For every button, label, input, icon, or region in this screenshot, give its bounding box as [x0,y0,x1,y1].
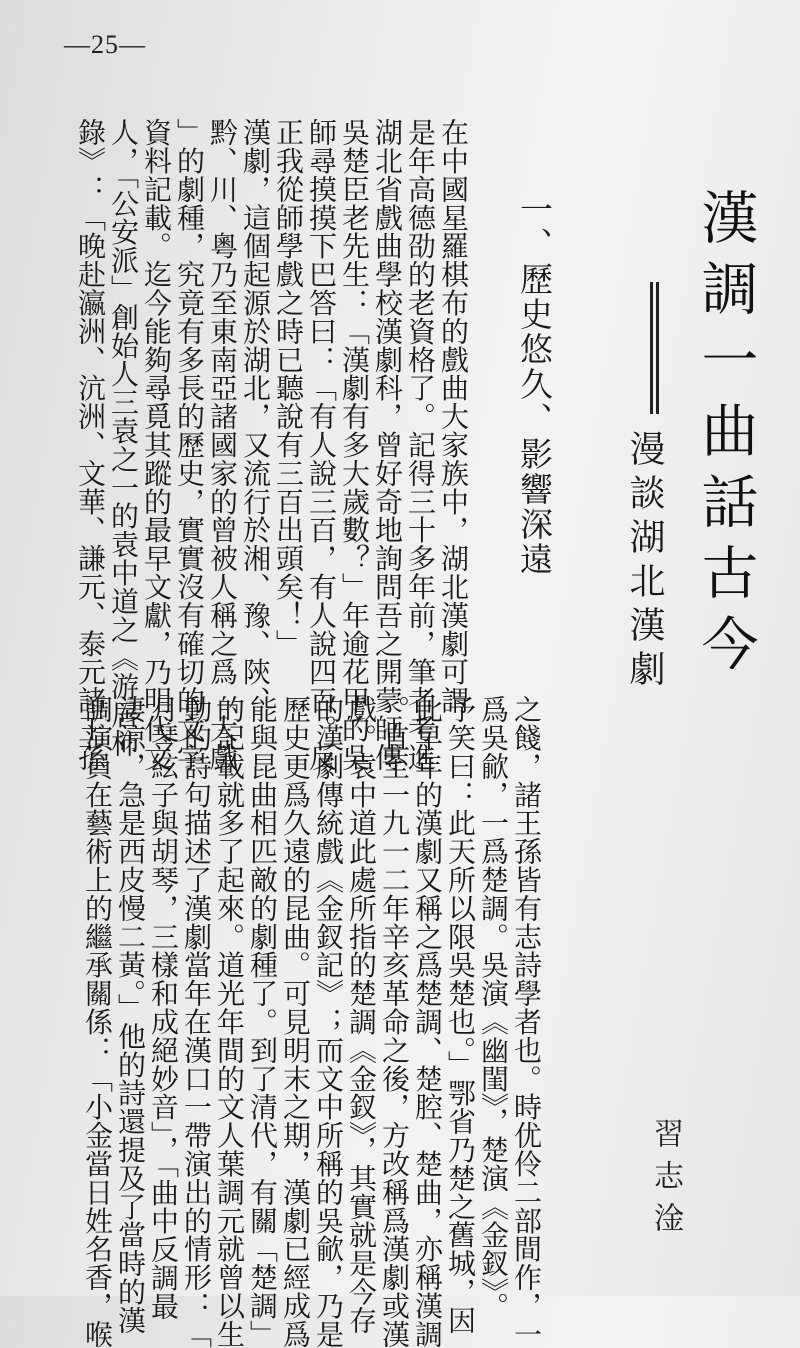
text-line: 歷史更爲久遠的昆曲。可見明末之期，漢劇已經成爲 [279,695,312,1348]
text-line: 吳楚臣老先生：「漢劇有多大歲數？」年逾花甲的吳 [338,118,371,772]
text-line: 戲。袁中道此處所指的楚調《金釵》，其實就是今存 [345,695,378,1335]
article-subtitle: 漫談湖北漢劇 [624,430,665,694]
text-line: 的漢劇傳統戲《金釵記》；而文中所稱的吳歈，乃是 [312,695,345,1348]
subtitle-dash [656,282,659,414]
text-line: 是年高德劭的老資格了。記得三十多年前，筆者考進 [404,118,437,772]
text-line: 漢劇，這個起源於湖北，又流行於湘、豫、陝、 [239,118,272,715]
text-line: 月琴絃子與胡琴，三樣和成絕妙音」，「曲中反調最 [147,695,180,1321]
page-number: —25— [64,30,146,59]
text-line: 正我從師學戲之時已聽說有三百出頭矣！」 [272,118,305,658]
text-line: 湖北省戲曲學校漢劇科，曾好奇地詢問吾之開蒙師傅 [371,118,404,772]
author-name: 習志淦 [648,1118,683,1244]
text-line: 人，「公安派」創始人三袁之一的袁中道之《游居柿 [107,118,140,758]
text-line: 」的劇種，究竟有多長的歷史，實實沒有確切的文字 [173,118,206,772]
text-line: 在中國星羅棋布的戲曲大家族中，湖北漢劇可謂 [437,118,470,715]
text-line: 淒涼，急是西皮慢二黃。」他的詩還提及了當時的漢 [114,695,147,1335]
text-line: 此早年的漢劇又稱之爲楚調、楚腔、楚曲，亦稱漢調 [411,695,444,1348]
text-line: 之餞，諸王孫皆有志詩學者也。時优伶二部間作，一 [510,695,543,1348]
text-line: 的記載就多了起來。道光年間的文人葉調元就曾以生 [213,695,246,1348]
article-title: 漢調一曲話古今 [692,188,758,685]
text-line: 黔、川、粵乃至東南亞諸國家的曾被人稱之爲「大戲 [206,118,239,772]
lower-text-block [38,695,543,1348]
text-line: 動的詩句描述了漢劇當年在漢口一帶演出的情形：「 [180,695,213,1348]
section-heading: 一、歷史悠久、影響深遠 [515,192,554,577]
text-line: 能與昆曲相匹敵的劇種了。到了清代，有關「楚調」 [246,695,279,1348]
subtitle-dash [650,282,653,414]
text-line: 師尋摸摸下巴答曰：「有人說三百，有人說四百。反 [305,118,338,772]
text-line: 爲吳歈，一爲楚調。吳演《幽閨》，楚演《金釵》。 [477,695,510,1321]
upper-text-block [70,118,470,772]
text-line: 予笑曰：此天所以限吳楚也。」鄂省乃楚之舊城，因 [444,695,477,1335]
text-line: 資料記載。迄今能夠尋覓其蹤的最早文獻，乃明代文 [140,118,173,772]
text-line: 調演員在藝術上的繼承關係：「小金當日姓名香，喉 [81,695,114,1348]
text-line: 錄》：「晚赴瀛洲、沆洲、文華、謙元、泰元諸王孫 [74,118,107,772]
text-line: 。直至一九一二年辛亥革命之後，方改稱爲漢劇或漢 [378,695,411,1348]
